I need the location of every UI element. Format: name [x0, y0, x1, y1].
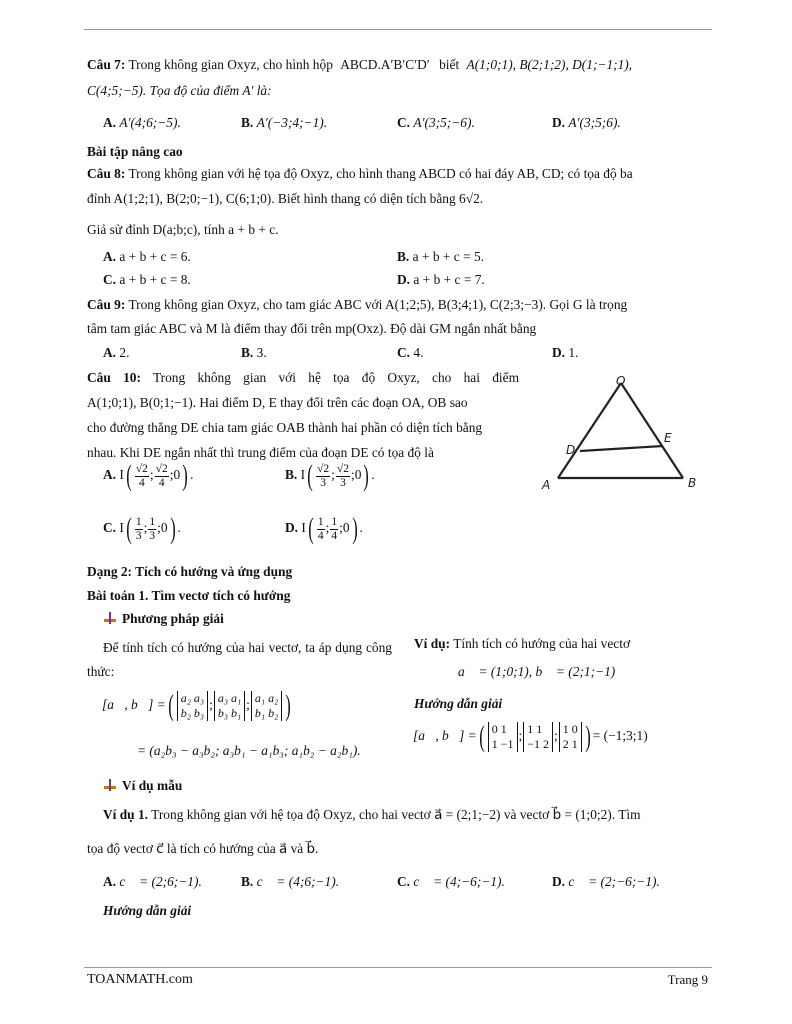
point-z: ;0 [169, 467, 181, 483]
det-row: 0 1 [491, 722, 507, 736]
question-text: Trong không gian với hệ tọa độ Oxyz, cho hai điểm [152, 370, 519, 385]
point-z: ;0 [350, 467, 362, 483]
given-points: A(1;0;1), B(2;1;2), D(1;−1;1), [466, 57, 633, 72]
question-text: Trong không gian Oxyz, cho hình hộp [128, 57, 333, 72]
method-heading-text: Phương pháp giải [122, 611, 224, 626]
example-text-2: tọa độ vectơ c⃗ là tích có hướng của a⃗ và b⃗. [87, 841, 319, 856]
det-row: b₃ b₁ [217, 706, 242, 720]
point-z: ;0 [339, 520, 350, 536]
option-value: a + b + c = 8. [119, 272, 191, 287]
frac-den: 4 [158, 476, 165, 489]
question-line-2: C(4;5;−5). Tọa độ của điểm A' là: [87, 83, 272, 98]
frac-num: √2 [135, 463, 148, 476]
det-row: −1 2 [527, 737, 550, 751]
option-label: D. [285, 520, 299, 536]
det-row: b₂ b₃ [180, 706, 205, 720]
example-result: = (−1;3;1) [592, 728, 648, 744]
question-text-2: biết [439, 57, 460, 72]
option-value: A′(4;6;−5). [119, 115, 181, 130]
pushpin-icon [104, 612, 116, 624]
point-name: I [119, 467, 124, 483]
question-text: Trong không gian với hệ tọa độ Oxyz, cho hình thang ABCD có hai đáy AB, CD; có tọa độ ba [128, 166, 633, 181]
frac-den: 4 [139, 476, 145, 489]
option-label: B. [285, 467, 298, 483]
formula-expanded: = (a₂b₃ − a₃b₂; a₃b₁ − a₁b₃; a₁b₂ − a₂b₁). [137, 743, 361, 758]
det-row: 1 −1 [491, 737, 514, 751]
method-heading [104, 611, 224, 627]
option-label: C. [397, 345, 411, 360]
option-label: A. [103, 345, 117, 360]
question-text-3: Giả sử đỉnh D(a;b;c), tính a + b + c. [87, 222, 279, 237]
option-label: C. [103, 272, 117, 287]
option-value: 4. [413, 345, 424, 360]
option-value: a + b + c = 7. [413, 272, 485, 287]
option-label: A. [103, 874, 117, 889]
question-8 [87, 163, 707, 241]
option-label: D. [552, 874, 566, 889]
det-row: a₃ a₁ [217, 691, 242, 705]
formula-lhs: [a⃗, b⃗] = [102, 697, 166, 713]
sample-heading [104, 778, 182, 794]
example-lhs: [a⃗, b⃗] = [413, 728, 477, 744]
pushpin-icon [104, 779, 116, 791]
determinant-3 [251, 691, 282, 721]
section-heading-dang2: Dạng 2: Tích có hướng và ứng dụng [87, 564, 293, 579]
frac-den: 3 [340, 476, 346, 489]
example-solution-heading: Hướng dẫn giải [414, 696, 503, 711]
sample-example-1 [87, 803, 707, 861]
top-rule [84, 29, 712, 30]
option-value: c⃗ = (2;−6;−1). [568, 874, 660, 889]
question-label: Câu 9: [87, 297, 126, 312]
determinant-2 [214, 691, 245, 721]
option-label: C. [103, 520, 117, 536]
option-label: D. [397, 272, 411, 287]
sample-solution-heading: Hướng dẫn giải [103, 903, 192, 918]
section-heading-bai-toan-1: Bài toán 1. Tìm vectơ tích có hướng [87, 588, 291, 603]
example-text: Tính tích có hướng của hai vectơ [453, 636, 631, 651]
option-value: c⃗ = (2;6;−1). [119, 874, 202, 889]
option-label: A. [103, 115, 117, 130]
footer-rule [84, 967, 712, 968]
option-value: c⃗ = (4;−6;−1). [413, 874, 505, 889]
label-A: A [542, 478, 551, 492]
determinant-2 [523, 722, 553, 752]
triangle-edge-OA [558, 383, 621, 478]
point-z: ;0 [157, 520, 168, 536]
determinant-3 [559, 722, 582, 752]
det-row: a₁ a₂ [254, 691, 279, 705]
question-9 [87, 293, 707, 341]
question-7 [87, 52, 707, 104]
section-heading-advanced: Bài tập nâng cao [87, 144, 183, 159]
example-solution: [a⃗, b⃗] =( 0 1 1 −1 ; 1 1 −1 2 ; 1 0 2 1 ) = (−1;3;1) [413, 720, 648, 753]
frac-num: √2 [336, 463, 349, 476]
example-vectors: a⃗ = (1;0;1), b⃗ = (2;1;−1) [458, 664, 616, 679]
frac-num: 1 [331, 516, 338, 529]
question-text: Trong không gian Oxyz, cho tam giác ABC với A(1;2;5), B(3;4;1), C(2;3;−3). Gọi G là trọng [128, 297, 628, 312]
option-label: C. [397, 874, 411, 889]
triangle-figure [530, 368, 710, 498]
cross-product-formula: [a⃗, b⃗] =( a₂ a₃ b₂ b₃ ; a₃ a₁ b₃ b₁ ; a₁ a₂ b₁ b₂ ) [102, 689, 291, 722]
option-b: B. I( $\frac{√2}{3}$ ; $\frac{√2}{3}$ ;0) . [285, 459, 375, 492]
frac-den: 4 [331, 529, 338, 542]
point-name: I [119, 520, 124, 536]
option-label: D. [552, 345, 566, 360]
option-label: B. [397, 249, 410, 264]
prism-name: ABCD.A′B′C′D′ [340, 57, 430, 72]
triangle-edge-OB [621, 383, 683, 478]
option-value: A′(3;5;6). [568, 115, 621, 130]
frac-num: √2 [317, 463, 330, 476]
question-text-3: cho đường thẳng DE chia tam giác OAB thành hai phần có diện tích bằng [87, 420, 483, 435]
example-label: Ví dụ 1. [103, 807, 149, 822]
option-label: A. [103, 249, 117, 264]
question-label: Câu 7: [87, 57, 126, 72]
frac-den: 3 [320, 476, 327, 489]
det-row: a₂ a₃ [180, 691, 205, 705]
option-label: A. [103, 467, 117, 483]
example-label: Ví dụ: [414, 636, 451, 651]
option-value: a + b + c = 5. [412, 249, 485, 264]
label-B: B [688, 476, 697, 490]
footer-site: TOANMATH.com [87, 972, 193, 987]
option-value: 3. [256, 345, 267, 360]
method-text: Để tính tích có hướng của hai vectơ, ta áp dụng công thức: [87, 640, 392, 679]
option-value: a + b + c = 6. [119, 249, 191, 264]
determinant-1 [177, 691, 208, 721]
frac-den: 4 [317, 529, 324, 542]
determinant-1 [488, 722, 518, 752]
option-value: A′(−3;4;−1). [256, 115, 328, 130]
det-row: 2 1 [562, 737, 578, 751]
det-row: 1 0 [562, 722, 578, 736]
frac-num: 1 [135, 516, 142, 529]
option-label: B. [241, 115, 254, 130]
option-c: C. I( $\frac{1}{3}$ ; $\frac{1}{3}$ ;0) . [103, 512, 181, 545]
question-text-2: A(1;0;1), B(0;1;−1). Hai điểm D, E thay đổi trên các đoạn OA, OB sao [87, 395, 468, 410]
frac-num: 1 [149, 516, 156, 529]
side-example [414, 636, 630, 652]
example-text: Trong không gian với hệ tọa độ Oxyz, cho hai vectơ a⃗ = (2;1;−2) và vectơ b⃗ = (1;0;2). Tìm [151, 807, 641, 822]
question-10 [87, 365, 519, 465]
frac-den: 3 [149, 529, 156, 542]
question-text-4: nhau. Khi DE ngắn nhất thì trung điểm của đoạn DE có tọa độ là [87, 445, 434, 460]
option-value: A′(3;5;−6). [413, 115, 475, 130]
option-value: 2. [119, 345, 130, 360]
option-label: B. [241, 345, 254, 360]
option-label: C. [397, 115, 411, 130]
option-value: c⃗ = (4;6;−1). [256, 874, 340, 889]
label-D: D [566, 443, 576, 457]
question-text-2: đỉnh A(1;2;1), B(2;0;−1), C(6;1;0). Biết hình thang có diện tích bằng 6√2. [87, 191, 484, 206]
point-name: I [300, 467, 306, 483]
segment-DE [580, 446, 663, 451]
det-row: 1 1 [527, 722, 543, 736]
point-name: I [301, 520, 306, 536]
label-E: E [664, 431, 672, 445]
frac-num: √2 [155, 463, 168, 476]
option-value: 1. [568, 345, 579, 360]
question-label: Câu 10: [87, 370, 141, 385]
frac-den: 3 [135, 529, 142, 542]
footer-page-number: Trang 9 [667, 972, 708, 987]
frac-num: 1 [317, 516, 324, 529]
det-row: b₁ b₂ [254, 706, 279, 720]
option-label: B. [241, 874, 254, 889]
option-a: A. I( $\frac{√2}{4}$ ; $\frac{√2}{4}$ ;0) . [103, 459, 194, 492]
label-O: O [616, 374, 626, 388]
question-label: Câu 8: [87, 166, 126, 181]
option-d: D. I( $\frac{1}{4}$ ; $\frac{1}{4}$ ;0) . [285, 512, 363, 545]
sample-heading-text: Ví dụ mẫu [122, 778, 183, 793]
question-text-2: tâm tam giác ABC và M là điểm thay đổi trên mp(Oxz). Độ dài GM ngắn nhất bằng [87, 321, 537, 336]
option-label: D. [552, 115, 566, 130]
